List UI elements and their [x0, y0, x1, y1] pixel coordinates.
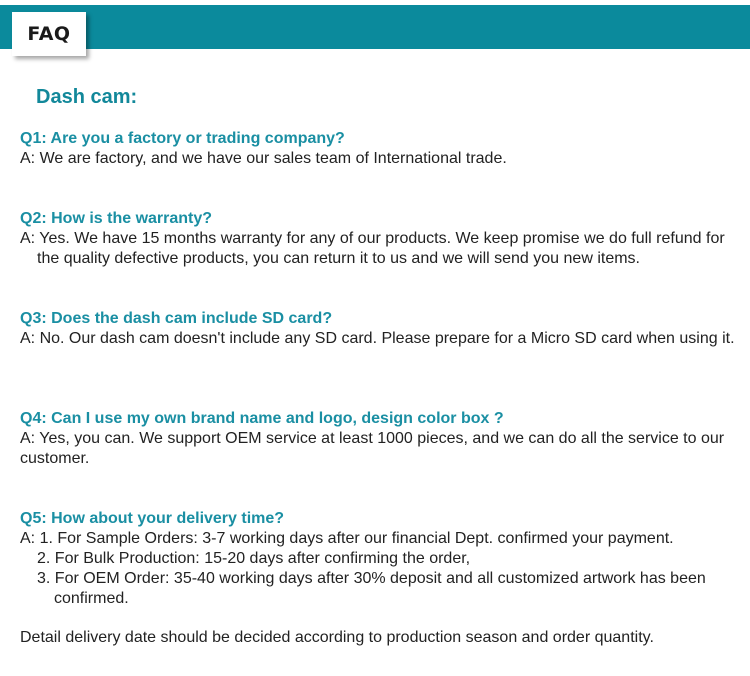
faq-answer-line: A: 1. For Sample Orders: 3-7 working days after our financial Dept. confirmed your payment. [20, 530, 674, 547]
faq-question: Q4: Can I use my own brand name and logo, design color box ? [20, 410, 504, 427]
faq-question: Q1: Are you a factory or trading company? [20, 130, 345, 147]
faq-item-q2 [20, 209, 735, 269]
section-title: Dash cam: [36, 86, 138, 108]
faq-answer: A: We are factory, and we have our sales team of International trade. [20, 150, 507, 167]
faq-question: Q5: How about your delivery time? [20, 510, 285, 527]
delivery-note: Detail delivery date should be decided according to production season and order quantity. [20, 629, 654, 646]
faq-question: Q2: How is the warranty? [20, 210, 213, 227]
faq-question: Q3: Does the dash cam include SD card? [20, 310, 333, 327]
faq-item-q3 [20, 309, 735, 349]
header-banner [0, 5, 750, 49]
faq-answer: A: Yes. We have 15 months warranty for any of our products. We keep promise we do full refund for the quality defective products, you can return it to us and we will send you new items. [20, 230, 725, 267]
faq-answer: A: Yes, you can. We support OEM service at least 1000 pieces, and we can do all the service to our customer. [20, 430, 725, 467]
faq-item-q4 [20, 409, 735, 469]
faq-tab-label: FAQ [12, 12, 86, 56]
faq-item-q5 [20, 509, 735, 609]
faq-answer-list-item: 2. For Bulk Production: 15-20 days after confirming the order, [37, 550, 471, 567]
faq-answer-list [20, 549, 735, 609]
faq-answer: A: No. Our dash cam doesn't include any SD card. Please prepare for a Micro SD card when using it. [20, 330, 735, 347]
faq-answer-list-item: 3. For OEM Order: 35-40 working days after 30% deposit and all customized artwork has been confirmed. [37, 570, 706, 607]
faq-item-q1 [20, 129, 735, 169]
